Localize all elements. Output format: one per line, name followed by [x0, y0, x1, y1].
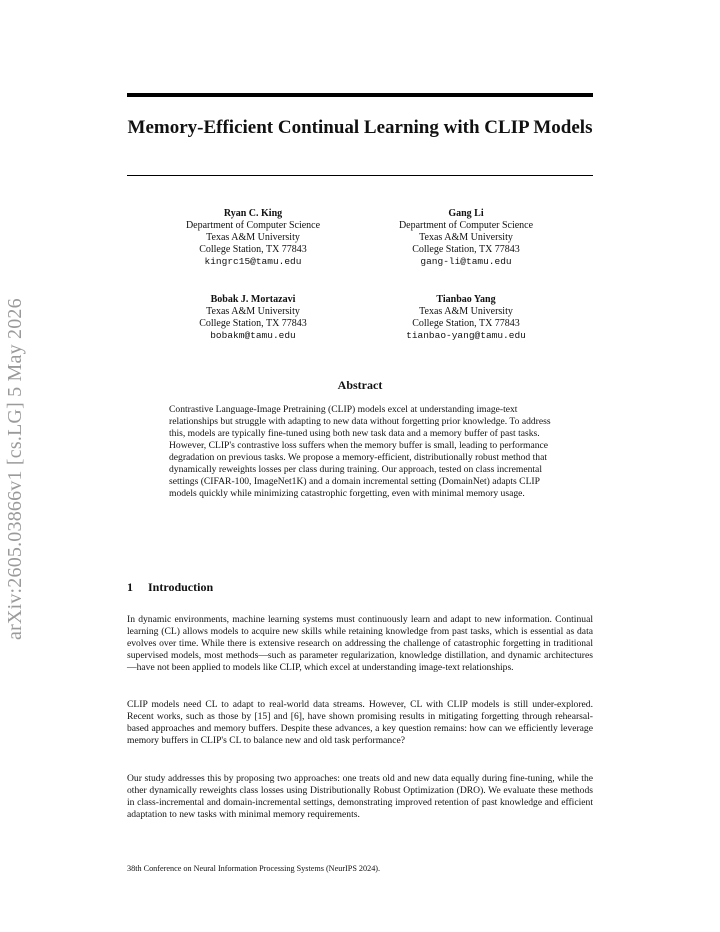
author-dept: Department of Computer Science	[185, 220, 321, 231]
intro-paragraph-3: Our study addresses this by proposing two approaches: one treats old and new data equally during fine-tuning, while the other dynamically reweights class losses using Distributionally Robust Optimization (DRO). We evaluate these methods in class-incremental and domain-incremental settings, demonstrating improved retention of past knowledge and efficient adaptation to new tasks with minimal memory requirements.	[127, 773, 593, 820]
author-block-3	[143, 294, 363, 342]
title-rule-top	[127, 93, 593, 97]
paper-title: Memory-Efficient Continual Learning with CLIP Models	[127, 117, 593, 138]
author-univ: Texas A&M University	[419, 232, 513, 243]
author-name: Gang Li	[448, 208, 484, 219]
author-univ: Texas A&M University	[206, 306, 300, 317]
author-email[interactable]: gang-li@tamu.edu	[420, 256, 512, 267]
author-addr: College Station, TX 77843	[199, 318, 307, 329]
abstract-text: Contrastive Language-Image Pretraining (CLIP) models excel at understanding image-text relationships but struggle with adapting to new data without forgetting prior knowledge. To address this, models are typically fine-tuned using both new task data and a memory buffer of past tasks. However, CLIP's contrastive loss suffers when the memory buffer is small, leading to performance degradation on previous tasks. We propose a memory-efficient, distributionally robust method that dynamically reweights losses per class during training. Our approach, tested on class incremental settings (CIFAR-100, ImageNet1K) and a domain incremental setting (DomainNet) adapts CLIP models quickly while minimizing catastrophic forgetting, even with minimal memory usage.	[169, 404, 551, 499]
title-rule-bottom	[127, 175, 593, 176]
arxiv-stamp: arXiv:2605.03866v1 [cs.LG] 5 May 2026	[4, 298, 26, 640]
author-block-2	[356, 208, 576, 268]
intro-paragraph-2: CLIP models need CL to adapt to real-world data streams. However, CL with CLIP models is still under-explored. Recent works, such as those by [15] and [6], have shown promising results in mitigating forgetting through rehearsal-based approaches and memory buffers. Despite these advances, a key question remains: how can we efficiently leverage memory buffers in CLIP's CL to balance new and old task performance?	[127, 699, 593, 746]
author-univ: Texas A&M University	[206, 232, 300, 243]
author-name: Bobak J. Mortazavi	[210, 294, 296, 305]
author-email[interactable]: tianbao-yang@tamu.edu	[406, 330, 526, 341]
section-title: Introduction	[148, 580, 214, 594]
author-email[interactable]: kingrc15@tamu.edu	[204, 256, 302, 267]
section-heading	[127, 580, 213, 595]
author-block-4	[356, 294, 576, 342]
conference-footnote: 38th Conference on Neural Information Processing Systems (NeurIPS 2024).	[127, 864, 381, 873]
author-name: Tianbao Yang	[436, 294, 496, 305]
author-name: Ryan C. King	[223, 208, 283, 219]
author-block-1	[143, 208, 363, 268]
author-dept: Department of Computer Science	[398, 220, 534, 231]
author-email[interactable]: bobakm@tamu.edu	[210, 330, 296, 341]
author-addr: College Station, TX 77843	[199, 244, 307, 255]
section-number: 1	[127, 580, 133, 594]
abstract-heading: Abstract	[337, 378, 383, 392]
author-addr: College Station, TX 77843	[412, 318, 520, 329]
author-univ: Texas A&M University	[419, 306, 513, 317]
intro-paragraph-1: In dynamic environments, machine learning systems must continuously learn and adapt to new information. Continual learning (CL) allows models to acquire new skills while retaining knowledge from past tasks, which is essential as data evolves over time. While there is extensive research on addressing the challenge of catastrophic forgetting in traditional supervised models, most methods—such as parameter regularization, knowledge distillation, and dynamic architectures—have not been applied to models like CLIP, which excel at understanding image-text relationships.	[127, 614, 593, 673]
author-addr: College Station, TX 77843	[412, 244, 520, 255]
